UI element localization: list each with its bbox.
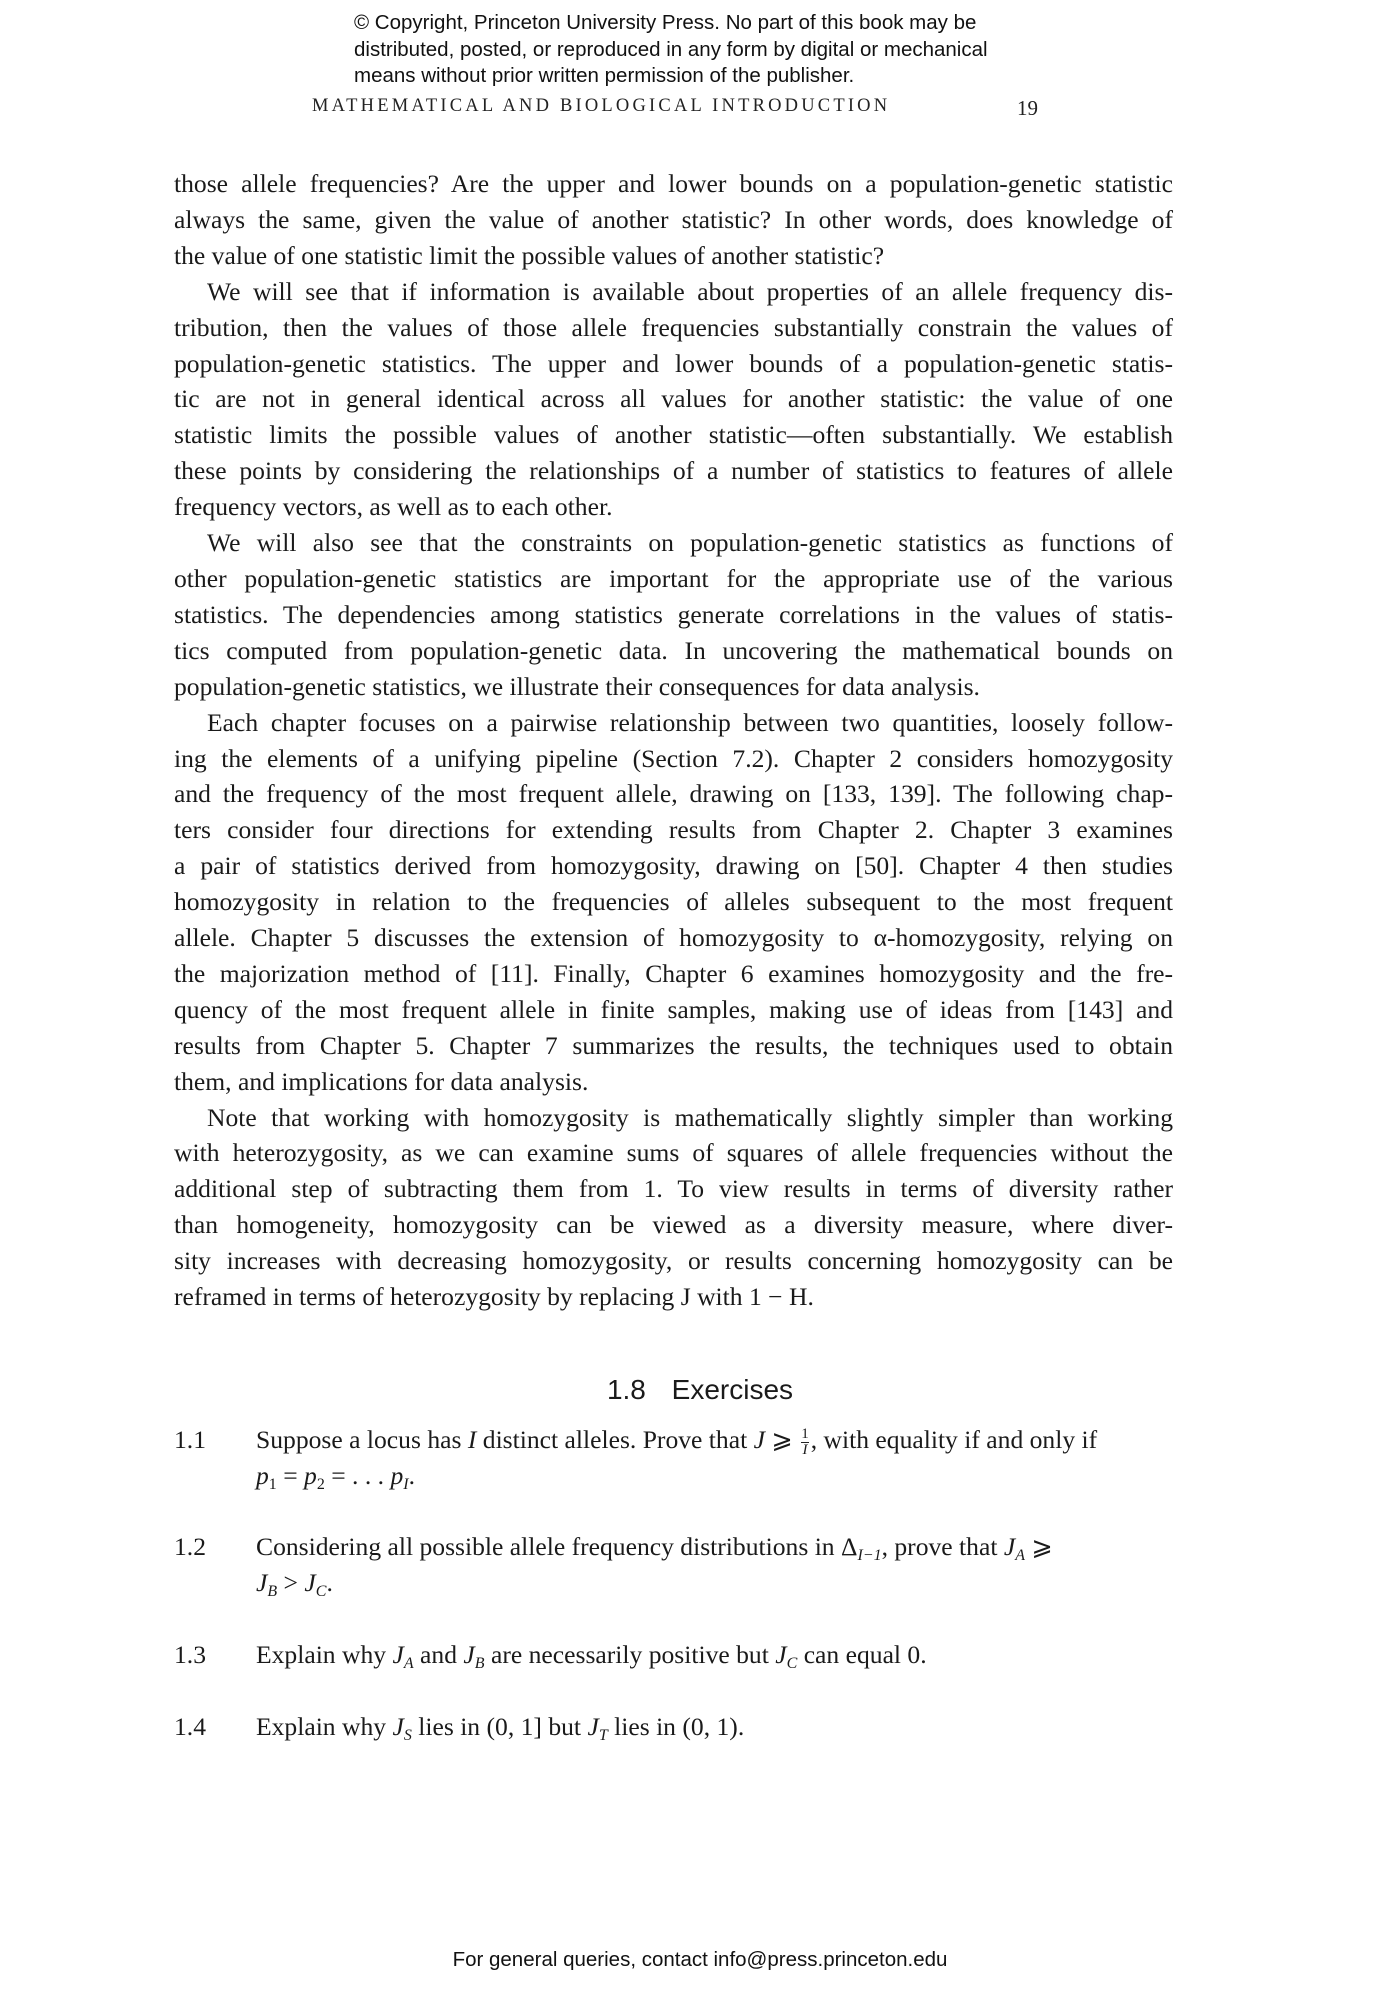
text-run: J [392, 1712, 404, 1741]
subscript: C [786, 1655, 798, 1672]
footer-contact: For general queries, contact info@press.princeton.edu [452, 1948, 948, 1971]
paragraph [174, 525, 1173, 705]
subscript: S [403, 1727, 412, 1744]
text-run: J [587, 1712, 599, 1741]
text-run: Explain why [256, 1712, 393, 1741]
section-heading [0, 1374, 1400, 1406]
text-line: ters consider four directions for extending results from Chapter 2. Chapter 3 examines [174, 815, 1173, 845]
paragraph [174, 705, 1173, 1100]
text-run: can equal 0. [797, 1640, 927, 1669]
exercise-item [174, 1709, 1173, 1745]
text-line: them, and implications for data analysis. [174, 1066, 589, 1096]
subscript: C [315, 1583, 327, 1600]
text-run: . [408, 1461, 415, 1490]
text-line: homozygosity in relation to the frequencies of alleles subsequent to the most frequent [174, 887, 1173, 917]
exercise-item [174, 1422, 1173, 1494]
exercise-text [256, 1458, 1173, 1494]
text-run: > [277, 1568, 305, 1597]
text-line: statistics. The dependencies among statistics generate correlations in the values of statis- [174, 599, 1173, 629]
exercise-text [256, 1637, 1173, 1673]
text-line: population-genetic statistics. The upper and lower bounds of a population-genetic statis- [174, 348, 1173, 378]
text-line: population-genetic statistics, we illustrate their consequences for data analysis. [174, 671, 980, 701]
text-run: p [304, 1461, 317, 1490]
text-run: are necessarily positive but [484, 1640, 776, 1669]
text-run: lies in (0, 1). [607, 1712, 745, 1741]
exercise-item [174, 1529, 1173, 1601]
text-line: a pair of statistics derived from homozygosity, drawing on [50]. Chapter 4 then studies [174, 851, 1173, 881]
text-run: J [392, 1640, 404, 1669]
subscript: I [403, 1476, 409, 1493]
text-run: J [1003, 1532, 1016, 1561]
text-run: and [413, 1640, 464, 1669]
text-line: with heterozygosity, as we can examine sums of squares of allele frequencies without the [174, 1138, 1173, 1168]
exercise-number: 1.1 [174, 1425, 206, 1454]
text-line: results from Chapter 5. Chapter 7 summarizes the results, the techniques used to obtain [174, 1030, 1173, 1060]
text-run: . [326, 1568, 333, 1597]
text-line: and the frequency of the most frequent allele, drawing on [133, 139]. The following chap- [174, 779, 1173, 809]
text-line: frequency vectors, as well as to each other. [174, 492, 613, 522]
text-run: J [256, 1568, 268, 1597]
paragraph [174, 166, 1173, 274]
text-line: sity increases with decreasing homozygosity, or results concerning homozygosity can be [174, 1246, 1173, 1276]
text-run: = . . . [324, 1461, 391, 1490]
page-number: 19 [1017, 96, 1038, 120]
subscript: 1 [268, 1476, 277, 1493]
exercise-number: 1.4 [174, 1712, 206, 1741]
exercise-number: 1.3 [174, 1640, 206, 1669]
text-line: statistic limits the possible values of another statistic—often substantially. We establish [174, 420, 1173, 450]
subscript: I−1 [857, 1547, 882, 1564]
text-line: quency of the most frequent allele in finite samples, making use of ideas from [143] and [174, 994, 1173, 1024]
subscript: B [474, 1655, 485, 1672]
exercise-number: 1.2 [174, 1532, 206, 1561]
text-line: ing the elements of a unifying pipeline (Section 7.2). Chapter 2 considers homozygosity [174, 743, 1173, 773]
copyright-notice [354, 10, 988, 90]
text-line: these points by considering the relationships of a number of statistics to features of allele [174, 456, 1173, 486]
section-title: Exercises [671, 1374, 794, 1405]
text-line: always the same, given the value of another statistic? In other words, does knowledge of [174, 204, 1173, 234]
text-run: J [775, 1640, 787, 1669]
running-head-title: MATHEMATICAL AND BIOLOGICAL INTRODUCTION [312, 96, 891, 116]
text-line: the majorization method of [11]. Finally, Chapter 6 examines homozygosity and the fre- [174, 958, 1173, 988]
text-line: tribution, then the values of those allele frequencies substantially constrain the values of [174, 312, 1173, 342]
copyright-line: distributed, posted, or reproduced in any form by digital or mechanical [354, 37, 988, 61]
text-line: allele. Chapter 5 discusses the extension of homozygosity to α-homozygosity, relying on [174, 923, 1173, 953]
subscript: 2 [316, 1476, 325, 1493]
text-line: additional step of subtracting them from 1. To view results in terms of diversity rather [174, 1174, 1173, 1204]
text-line: Note that working with homozygosity is mathematically slightly simpler than working [207, 1102, 1173, 1132]
exercise-item [174, 1637, 1173, 1673]
text-run: Suppose a locus has [256, 1425, 468, 1454]
text-line: the value of one statistic limit the possible values of another statistic? [174, 240, 885, 270]
text-line: other population-genetic statistics are important for the appropriate use of the various [174, 563, 1173, 593]
text-line: tics computed from population-genetic data. In uncovering the mathematical bounds on [174, 635, 1173, 665]
copyright-line: © Copyright, Princeton University Press. No part of this book may be [354, 11, 977, 34]
text-run: p [256, 1461, 269, 1490]
section-number: 1.8 [606, 1374, 646, 1405]
text-run: ⩾ [1024, 1532, 1053, 1561]
body-text [174, 166, 1173, 1315]
exercise-text [256, 1529, 1173, 1565]
text-line: We will see that if information is available about properties of an allele frequency dis- [207, 276, 1173, 306]
exercise-text [256, 1565, 1173, 1601]
text-run: distinct alleles. Prove that [476, 1425, 754, 1454]
text-run: , prove that [881, 1532, 1004, 1561]
subscript: A [403, 1655, 414, 1672]
text-run: Considering all possible allele frequency distributions in Δ [256, 1532, 858, 1561]
text-line: Each chapter focuses on a pairwise relationship between two quantities, loosely follow- [207, 707, 1173, 737]
text-run: J [753, 1425, 765, 1454]
subscript: T [598, 1727, 608, 1744]
text-run: I [467, 1425, 477, 1454]
fraction: $\frac{1}{I}$ [801, 1425, 809, 1458]
text-line: tic are not in general identical across all values for another statistic: the value of one [174, 384, 1173, 414]
subscript: B [267, 1583, 278, 1600]
text-run: = [276, 1461, 305, 1490]
text-run: p [390, 1461, 404, 1490]
text-line: We will also see that the constraints on population-genetic statistics as functions of [207, 528, 1173, 558]
text-run: Explain why [256, 1640, 393, 1669]
exercise-text [256, 1422, 1173, 1458]
text-line: reframed in terms of heterozygosity by replacing J with 1 − H. [174, 1282, 814, 1312]
text-run: J [304, 1568, 316, 1597]
copyright-line: means without prior written permission of the publisher. [354, 64, 855, 87]
exercise-text [256, 1709, 1173, 1745]
text-run: J [463, 1640, 475, 1669]
text-run: lies in (0, 1] but [411, 1712, 588, 1741]
text-run: ⩾ [764, 1425, 800, 1454]
text-line: those allele frequencies? Are the upper and lower bounds on a population-genetic statistic [174, 169, 1173, 198]
paragraph [174, 1100, 1173, 1315]
paragraph [174, 274, 1173, 525]
running-head [312, 96, 1038, 120]
subscript: A [1015, 1547, 1025, 1564]
text-run: , with equality if and only if [810, 1425, 1098, 1454]
text-line: than homogeneity, homozygosity can be viewed as a diversity measure, where diver- [174, 1210, 1173, 1240]
